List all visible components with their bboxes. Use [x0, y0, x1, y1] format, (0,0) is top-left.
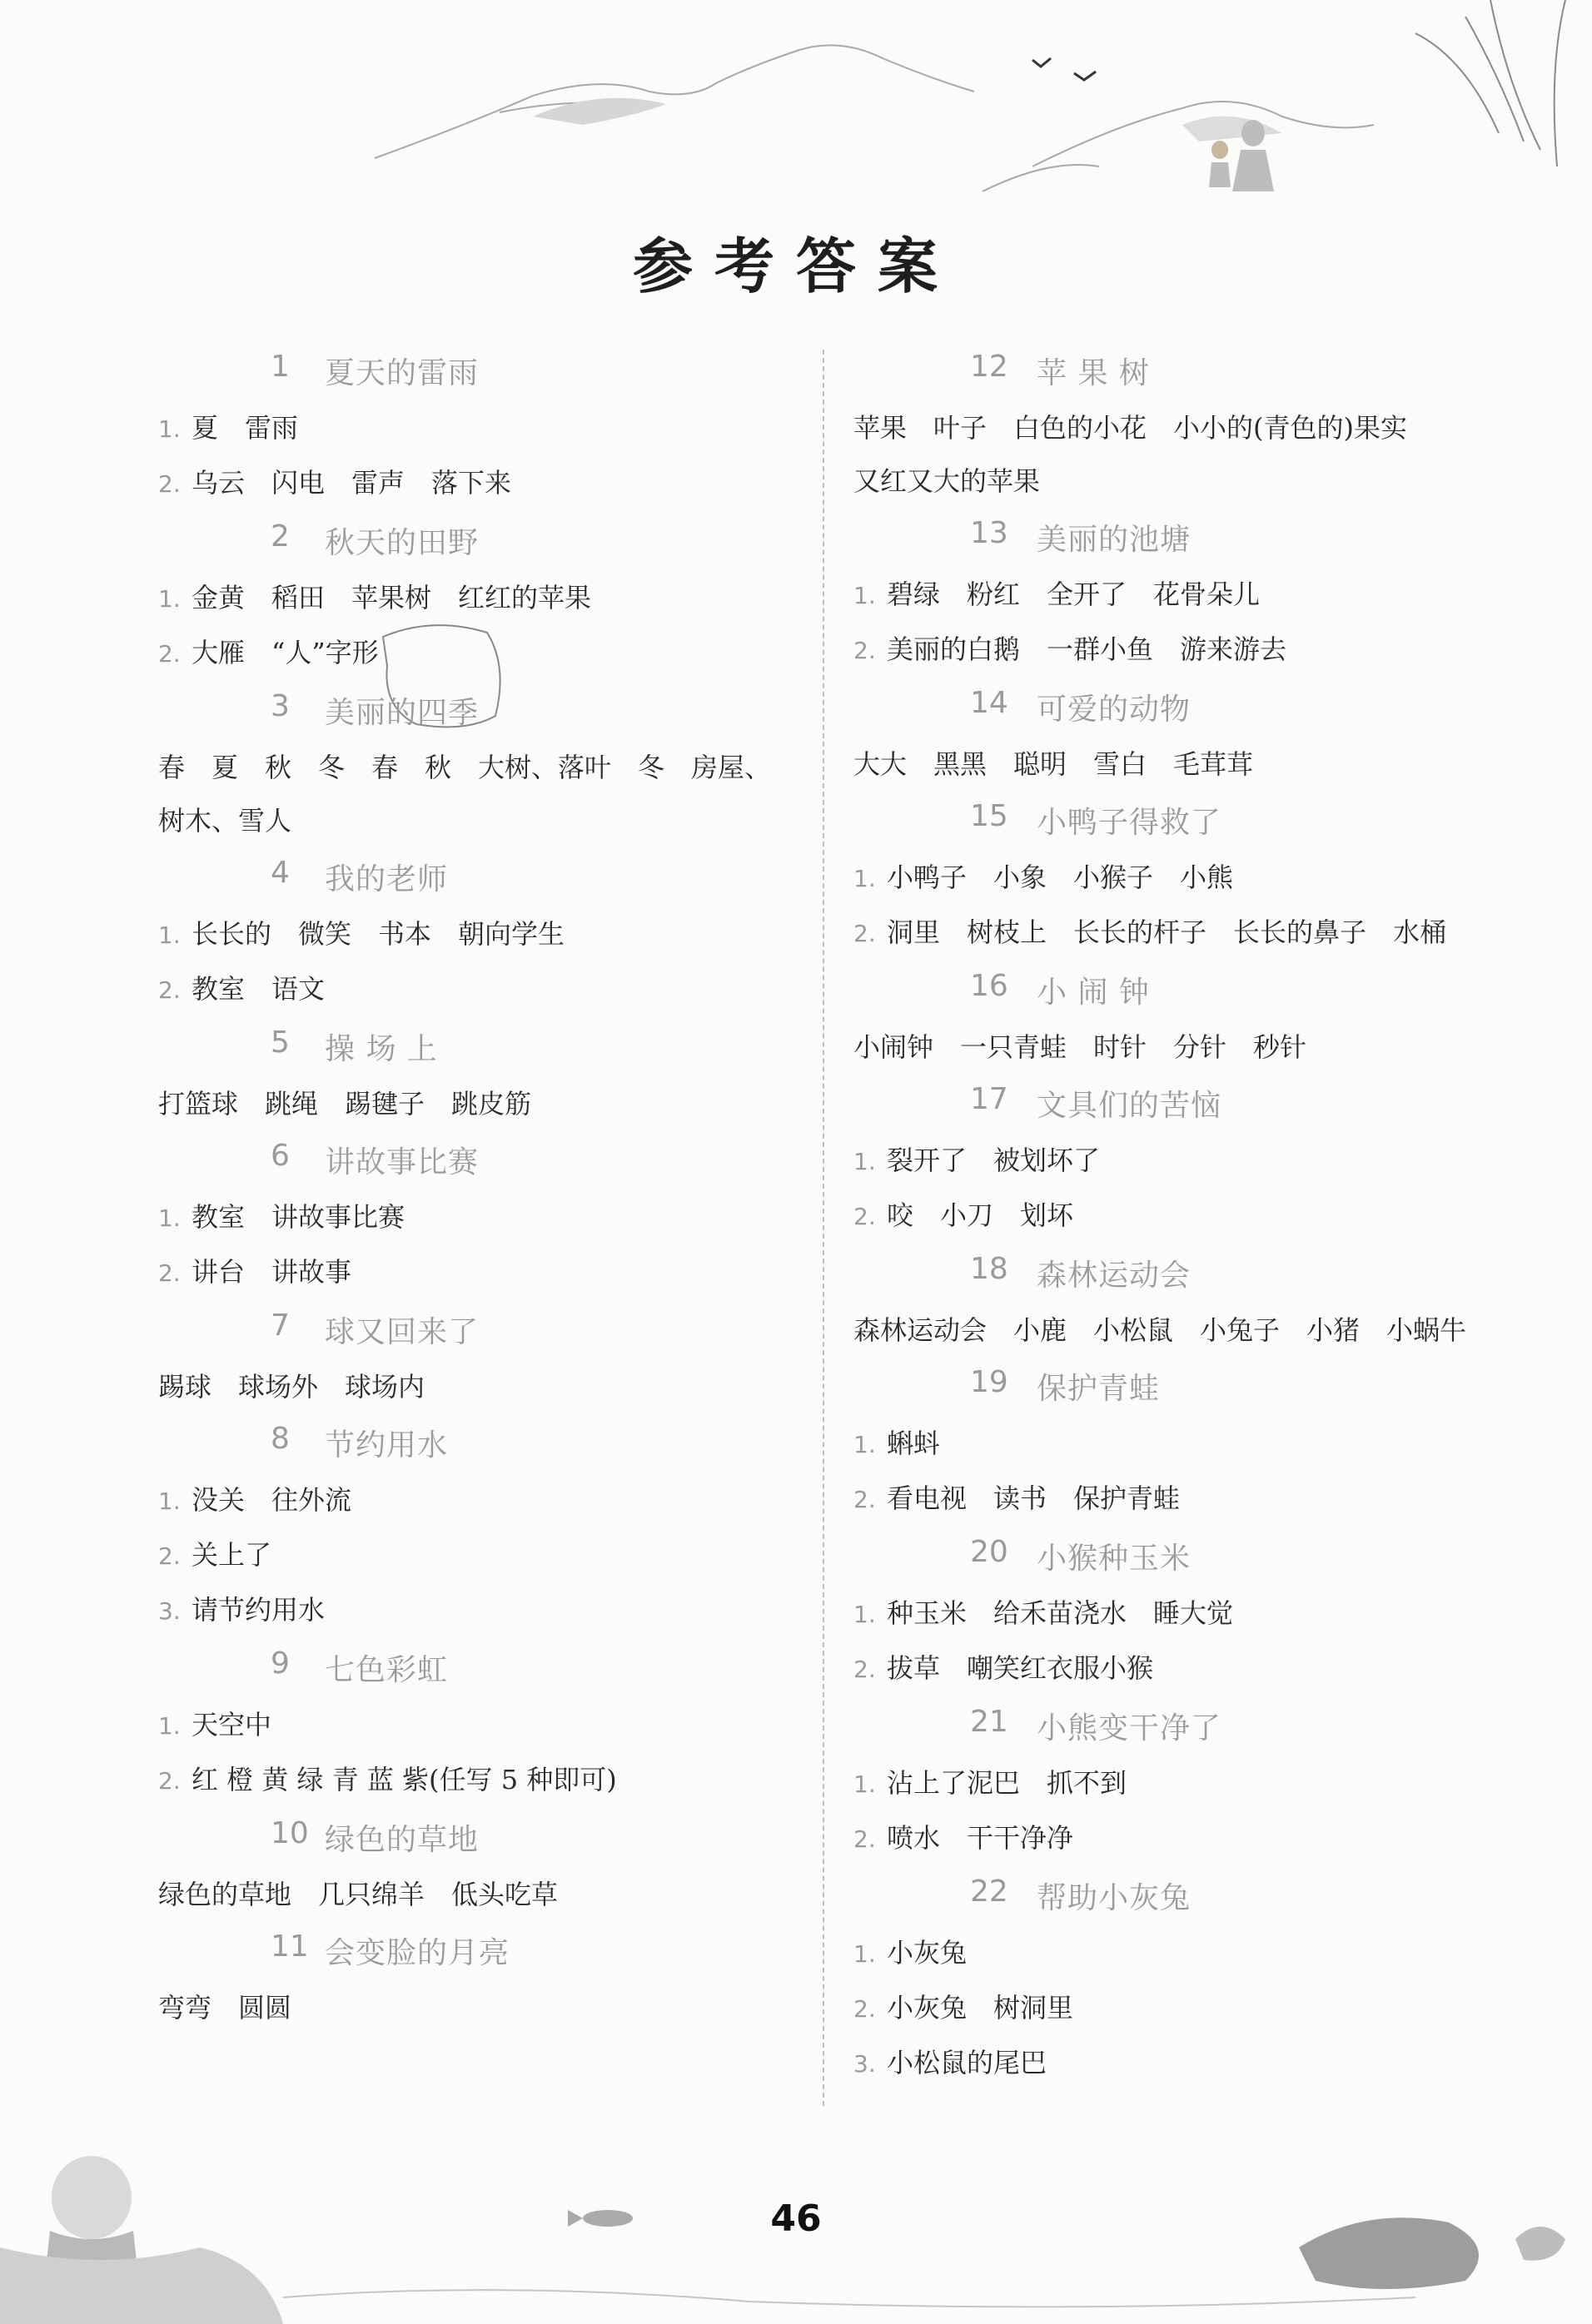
answer-text: 乌云	[192, 467, 246, 499]
water-ripple-icon	[283, 2290, 1415, 2307]
answer-paragraph: 弯弯 圆圆	[158, 1992, 292, 2024]
question-number: 1.	[158, 585, 181, 613]
question-number: 2.	[158, 1542, 181, 1570]
answer-text: 微笑	[298, 918, 352, 950]
lesson-title: 讲故事比赛	[325, 1145, 480, 1179]
question-number: 1.	[853, 1148, 876, 1175]
answer-paragraph: 小闹钟 一只青蛙 时针 分针 秒针	[853, 1031, 1307, 1063]
lesson-number: 13	[970, 516, 1008, 550]
answer-text: 书本	[378, 918, 432, 950]
lesson-heading	[853, 961, 1495, 1020]
answer-line	[853, 1472, 1495, 1527]
question-number: 1.	[853, 582, 876, 609]
lesson-title: 可爱的动物	[1037, 693, 1192, 727]
lesson-number: 16	[970, 969, 1008, 1003]
answer-text: 粉红	[967, 579, 1021, 610]
lesson-number: 20	[970, 1535, 1008, 1569]
answer-text: 红红的苹果	[458, 582, 592, 613]
answer-line	[158, 456, 799, 511]
answer-line	[853, 623, 1495, 678]
lesson-number: 17	[970, 1082, 1008, 1116]
lesson-title: 操 场 上	[325, 1032, 438, 1066]
answer-text: 讲故事比赛	[271, 1201, 405, 1233]
answer-text: 讲故事	[271, 1256, 352, 1288]
question-number: 2.	[158, 470, 181, 498]
question-number: 2.	[158, 1767, 181, 1795]
answer-line	[158, 1190, 799, 1245]
lesson-heading	[158, 1300, 799, 1360]
answer-text: 小象	[993, 862, 1047, 893]
answer-text: 一群小鱼	[1047, 633, 1154, 665]
answer-text: 教室	[192, 1201, 246, 1233]
answer-text: 美丽的白鹅	[887, 633, 1021, 665]
willow-tree-icon	[1415, 0, 1565, 166]
answer-paragraph: 绿色的草地 几只绵羊 低头吃草	[158, 1879, 559, 1910]
lesson-heading	[158, 511, 799, 571]
answer-paragraph: 踢球 球场外 球场内	[158, 1371, 425, 1403]
question-number: 2.	[853, 1203, 876, 1230]
answer-line	[158, 1698, 799, 1753]
lesson-heading	[158, 847, 799, 907]
answer-text: 长长的	[192, 918, 272, 950]
lesson-number: 14	[970, 686, 1008, 720]
answer-column-left	[158, 341, 799, 2034]
lesson-heading	[853, 1357, 1495, 1417]
lesson-heading	[158, 1921, 799, 1981]
answer-column-right	[853, 341, 1495, 2091]
answer-text: 咬	[887, 1199, 914, 1231]
lesson-heading	[853, 1696, 1495, 1756]
answer-line	[853, 1417, 1495, 1472]
answer-text: 落下来	[431, 467, 512, 499]
answer-text: 被划坏了	[993, 1145, 1101, 1176]
answer-line	[158, 907, 799, 962]
answer-text: 小松鼠的尾巴	[887, 2047, 1047, 2078]
lesson-number: 8	[271, 1422, 290, 1456]
answer-text: 闪电	[271, 467, 326, 499]
lesson-title: 美丽的池塘	[1037, 523, 1192, 557]
question-number: 2.	[158, 976, 181, 1004]
rock-icon	[0, 2247, 283, 2324]
lesson-heading	[853, 1074, 1495, 1134]
page-title: 参考答案	[632, 231, 959, 301]
answer-text: 拔草	[887, 1652, 941, 1684]
lesson-title: 秋天的田野	[325, 526, 480, 560]
question-number: 1.	[158, 921, 181, 949]
lesson-number: 22	[970, 1875, 1008, 1909]
answer-line	[158, 571, 799, 626]
answer-line	[853, 1811, 1495, 1866]
answer-line	[853, 1134, 1495, 1189]
answer-text: 朝向学生	[458, 918, 565, 950]
page-number: 46	[770, 2197, 822, 2240]
question-number: 1.	[853, 1431, 876, 1458]
answer-text: 没关	[192, 1484, 246, 1516]
lesson-number: 21	[970, 1705, 1008, 1739]
lesson-heading	[158, 681, 799, 741]
lesson-heading	[853, 678, 1495, 737]
question-number: 2.	[158, 640, 181, 668]
lesson-heading	[853, 508, 1495, 568]
answer-text: 水桶	[1393, 916, 1447, 948]
lesson-number: 4	[271, 856, 290, 890]
lesson-heading	[158, 1017, 799, 1077]
lesson-heading	[158, 1808, 799, 1868]
lesson-number: 18	[970, 1252, 1008, 1286]
lesson-number: 5	[271, 1025, 290, 1060]
lesson-title: 苹 果 树	[1037, 356, 1150, 390]
lesson-number: 12	[970, 350, 1008, 384]
answer-text: 划坏	[1020, 1199, 1074, 1231]
question-number: 1.	[158, 415, 181, 443]
question-number: 2.	[853, 920, 876, 947]
answer-text: 关上了	[192, 1539, 272, 1571]
answer-text: 长长的杆子	[1073, 916, 1207, 948]
lesson-title: 七色彩虹	[325, 1653, 449, 1687]
question-number: 1.	[853, 865, 876, 892]
answer-text: 苹果树	[351, 582, 432, 613]
lesson-title: 我的老师	[325, 862, 449, 896]
answer-text: 长长的鼻子	[1233, 916, 1367, 948]
answer-text: 睡大觉	[1153, 1597, 1234, 1629]
answer-text: 种玉米	[887, 1597, 968, 1629]
answer-paragraph: 苹果 叶子 白色的小花 小小的(青色的)果实	[853, 412, 1407, 444]
lesson-heading	[158, 1413, 799, 1473]
answer-text: 全开了	[1047, 579, 1127, 610]
lesson-title: 森林运动会	[1037, 1259, 1192, 1293]
lesson-number: 7	[271, 1308, 290, 1343]
answer-line	[853, 906, 1495, 961]
lesson-title: 节约用水	[325, 1428, 449, 1462]
lesson-heading	[853, 1244, 1495, 1304]
column-divider	[823, 350, 824, 2106]
answer-line	[853, 1981, 1495, 2036]
answer-line	[853, 851, 1495, 906]
answer-line	[158, 1473, 799, 1528]
answer-text: 裂开了	[887, 1145, 968, 1176]
answer-text: 给禾苗浇水	[993, 1597, 1127, 1629]
answer-line	[853, 1926, 1495, 1981]
lesson-title: 保护青蛙	[1037, 1372, 1161, 1406]
lesson-number: 6	[271, 1139, 290, 1173]
answer-text: 碧绿	[887, 579, 941, 610]
answer-text: 树枝上	[967, 916, 1047, 948]
question-number: 2.	[853, 637, 876, 664]
answer-text: 讲台	[192, 1256, 246, 1288]
lesson-heading	[158, 1130, 799, 1190]
question-number: 3.	[158, 1597, 181, 1625]
question-number: 1.	[158, 1204, 181, 1232]
lesson-heading	[853, 1527, 1495, 1587]
answer-text: 教室	[192, 973, 246, 1005]
answer-line	[158, 1583, 799, 1638]
question-number: 2.	[853, 1825, 876, 1853]
answer-text: 保护青蛙	[1073, 1482, 1181, 1514]
lesson-number: 11	[271, 1929, 309, 1964]
question-number: 2.	[853, 1656, 876, 1683]
answer-text: 小熊	[1180, 862, 1234, 893]
answer-text: 喷水	[887, 1822, 941, 1854]
question-number: 1.	[853, 1940, 876, 1968]
answer-line	[853, 1756, 1495, 1811]
lesson-title: 小猴种玉米	[1037, 1542, 1192, 1576]
lesson-title: 帮助小灰兔	[1037, 1881, 1192, 1915]
answer-text: 夏	[192, 412, 219, 444]
answer-text: 读书	[993, 1482, 1047, 1514]
answer-text: 小鸭子	[887, 862, 968, 893]
answer-paragraph: 森林运动会 小鹿 小松鼠 小兔子 小猪 小蜗牛	[853, 1314, 1467, 1346]
answer-paragraph: 打篮球 跳绳 踢毽子 跳皮筋	[158, 1088, 532, 1120]
answer-text: 雷声	[351, 467, 405, 499]
answer-text: 游来游去	[1180, 633, 1287, 665]
answer-paragraph: 大大 黑黑 聪明 雪白 毛茸茸	[853, 748, 1254, 780]
answer-text: 往外流	[271, 1484, 352, 1516]
answer-line	[853, 568, 1495, 623]
bird-icon	[1032, 58, 1096, 80]
answer-text: 干干净净	[967, 1822, 1074, 1854]
question-number: 1.	[158, 1712, 181, 1740]
answer-text: 大雁	[192, 637, 246, 668]
question-number: 1.	[158, 1487, 181, 1515]
question-number: 2.	[158, 1259, 181, 1287]
lesson-number: 1	[271, 350, 290, 384]
answer-line	[158, 1245, 799, 1300]
answer-text: 天空中	[192, 1709, 272, 1741]
answer-text: 树洞里	[993, 1992, 1074, 2024]
answer-line	[853, 2036, 1495, 2091]
answer-paragraph: 又红又大的苹果	[853, 465, 1041, 497]
answer-line	[158, 962, 799, 1017]
answer-line	[158, 1753, 799, 1808]
answer-text: 蝌蚪	[887, 1428, 941, 1459]
lesson-number: 19	[970, 1365, 1008, 1399]
lesson-heading	[158, 1638, 799, 1698]
lesson-title: 小 闹 钟	[1037, 976, 1150, 1010]
lesson-number: 15	[970, 799, 1008, 833]
answer-text: 稻田	[271, 582, 326, 613]
answer-text: “人”字形	[271, 637, 379, 668]
lesson-title: 小鸭子得救了	[1037, 806, 1222, 840]
answer-text: 雷雨	[245, 412, 299, 444]
answer-text: 红 橙 黄 绿 青 蓝 紫(任写 5 种即可)	[192, 1764, 617, 1795]
answer-text: 小灰兔	[887, 1937, 968, 1969]
question-number: 3.	[853, 2050, 876, 2078]
question-number: 1.	[853, 1770, 876, 1798]
lesson-heading	[853, 791, 1495, 851]
answer-line	[853, 1587, 1495, 1641]
lesson-title: 绿色的草地	[325, 1823, 480, 1857]
answer-line	[853, 1189, 1495, 1244]
answer-text: 洞里	[887, 916, 941, 948]
answer-line	[158, 1528, 799, 1583]
answer-text: 语文	[271, 973, 326, 1005]
lesson-number: 3	[271, 689, 290, 723]
answer-text: 嘲笑红衣服小猴	[967, 1652, 1154, 1684]
answer-text: 小灰兔	[887, 1992, 968, 2024]
answer-text: 花骨朵儿	[1153, 579, 1261, 610]
lesson-title: 球又回来了	[325, 1315, 480, 1349]
lesson-number: 2	[271, 519, 290, 554]
answer-text: 金黄	[192, 582, 246, 613]
lesson-title: 小熊变干净了	[1037, 1711, 1222, 1745]
lesson-number: 10	[271, 1816, 309, 1850]
answer-text: 抓不到	[1047, 1767, 1127, 1799]
lesson-number: 9	[271, 1646, 290, 1681]
answer-paragraph: 春 夏 秋 冬 春 秋 大树、落叶 冬 房屋、	[158, 752, 772, 783]
answer-text: 请节约用水	[192, 1594, 326, 1626]
answer-paragraph: 树木、雪人	[158, 805, 292, 837]
answer-text: 小猴子	[1073, 862, 1154, 893]
lesson-title: 美丽的四季	[325, 696, 480, 730]
answer-text: 看电视	[887, 1482, 968, 1514]
question-number: 2.	[853, 1486, 876, 1513]
answer-line	[158, 401, 799, 456]
answer-text: 沾上了泥巴	[887, 1767, 1021, 1799]
lesson-heading	[853, 1866, 1495, 1926]
lesson-heading	[853, 341, 1495, 401]
answer-text: 小刀	[940, 1199, 994, 1231]
lesson-title: 夏天的雷雨	[325, 356, 480, 390]
answer-line	[158, 626, 799, 681]
answer-line	[853, 1641, 1495, 1696]
lesson-heading	[158, 341, 799, 401]
question-number: 1.	[853, 1601, 876, 1628]
lesson-title: 文具们的苦恼	[1037, 1089, 1222, 1123]
lesson-title: 会变脸的月亮	[325, 1936, 510, 1970]
question-number: 2.	[853, 1995, 876, 2023]
